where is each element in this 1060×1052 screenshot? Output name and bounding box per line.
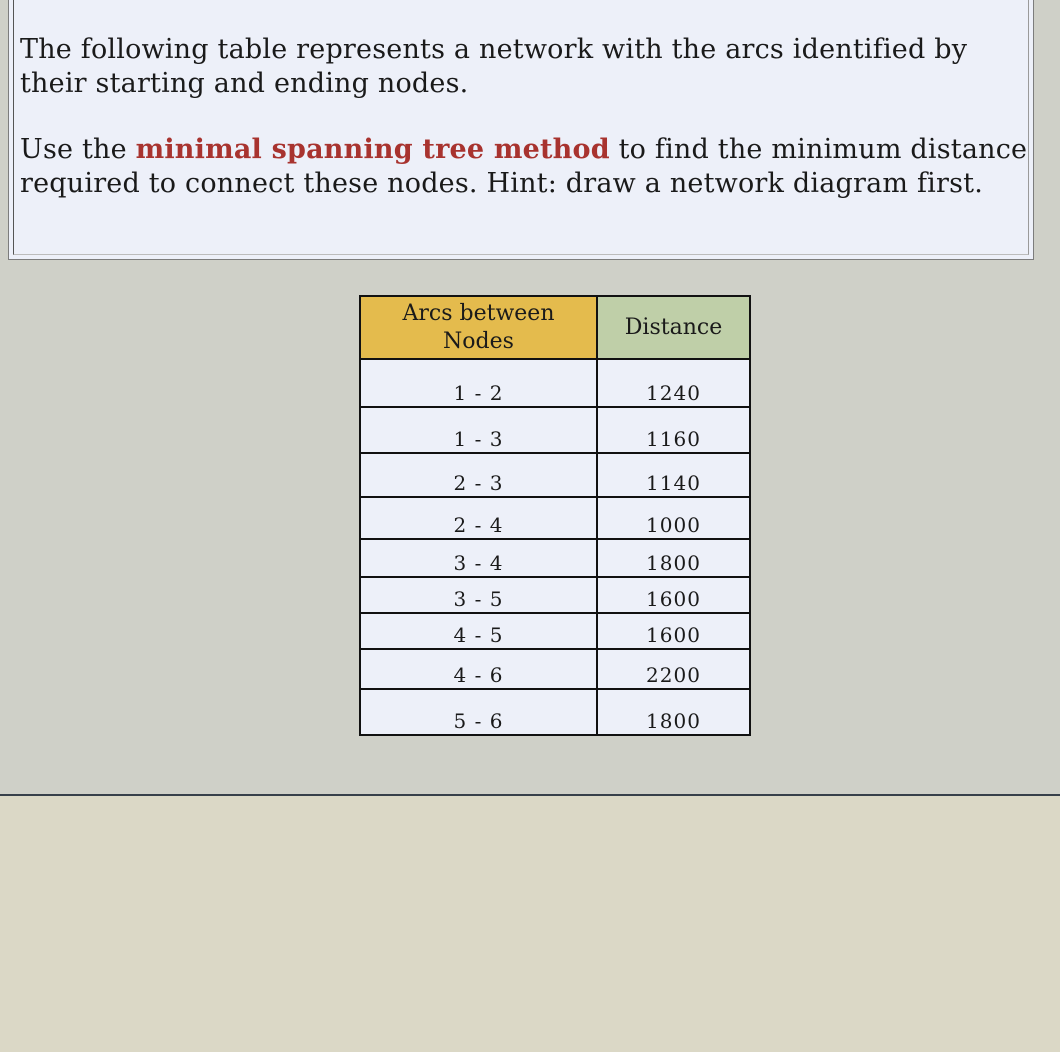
arc-cell: 5 - 6 — [360, 689, 597, 735]
distance-cell: 2200 — [597, 649, 750, 689]
table-row — [360, 577, 750, 613]
question-paragraph-2 — [20, 133, 1027, 201]
arc-cell: 4 - 5 — [360, 613, 597, 649]
arc-cell: 1 - 3 — [360, 407, 597, 453]
table-row — [360, 359, 750, 407]
arc-cell: 2 - 3 — [360, 453, 597, 497]
question-box — [8, 0, 1034, 260]
arc-cell: 3 - 4 — [360, 539, 597, 577]
table-row — [360, 613, 750, 649]
arc-cell: 4 - 6 — [360, 649, 597, 689]
question-line-1a: The following table represents a network with the arcs identified by — [20, 34, 968, 65]
table-row — [360, 453, 750, 497]
arc-cell: 3 - 5 — [360, 577, 597, 613]
header-arcs — [360, 296, 597, 359]
question-line-2a-rest: to find the minimum distance — [609, 134, 1028, 165]
table-row — [360, 407, 750, 453]
distance-cell: 1000 — [597, 497, 750, 539]
header-distance: Distance — [597, 296, 750, 359]
distance-cell: 1800 — [597, 539, 750, 577]
table-row — [360, 689, 750, 735]
question-line-2b: required to connect these nodes. Hint: draw a network diagram first. — [20, 168, 983, 199]
question-line-1b: their starting and ending nodes. — [20, 68, 469, 99]
arc-cell: 1 - 2 — [360, 359, 597, 407]
table-body — [360, 359, 750, 735]
distance-cell: 1240 — [597, 359, 750, 407]
distance-cell: 1800 — [597, 689, 750, 735]
distance-cell: 1160 — [597, 407, 750, 453]
table-row — [360, 539, 750, 577]
distance-cell: 1140 — [597, 453, 750, 497]
distance-cell: 1600 — [597, 613, 750, 649]
question-prefix: Use the — [20, 134, 136, 165]
table-row — [360, 497, 750, 539]
arc-cell: 2 - 4 — [360, 497, 597, 539]
question-inner — [13, 0, 1029, 255]
table-header-row — [360, 296, 750, 359]
header-arcs-line1: Arcs between — [402, 300, 555, 326]
header-arcs-line2: Nodes — [443, 328, 514, 354]
question-paragraph-1 — [20, 33, 967, 101]
table-row — [360, 649, 750, 689]
arcs-table — [359, 295, 751, 736]
highlighted-method: minimal spanning tree method — [135, 134, 610, 165]
distance-cell: 1600 — [597, 577, 750, 613]
